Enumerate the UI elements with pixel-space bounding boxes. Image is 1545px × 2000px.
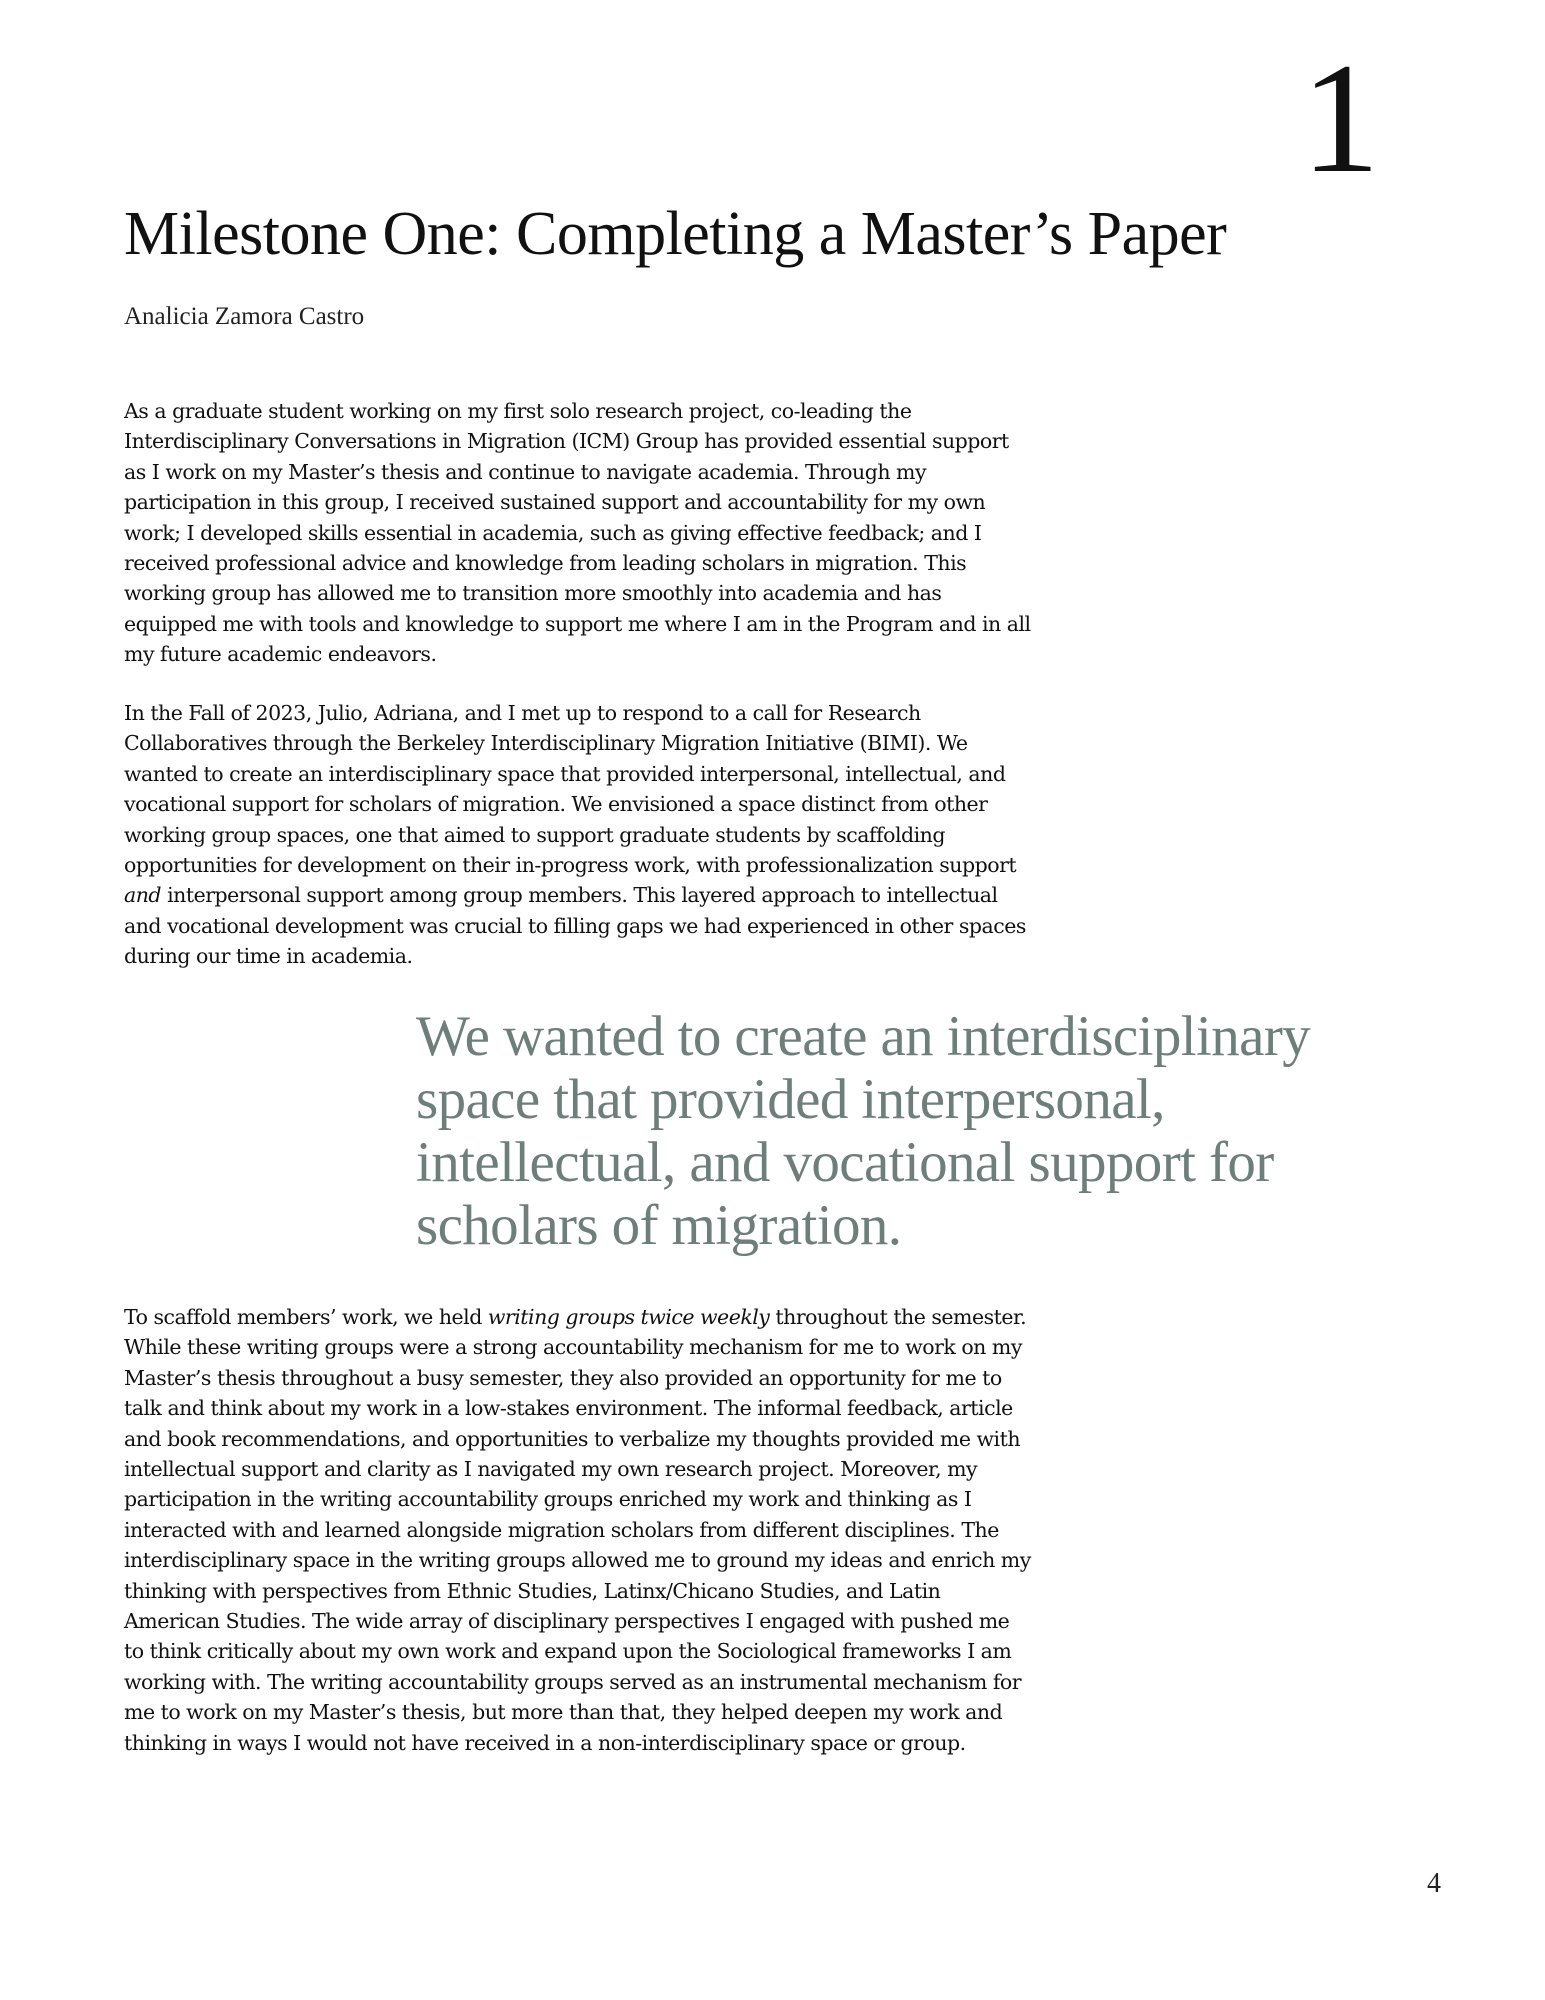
paragraph-3-emphasis: writing groups twice weekly (487, 1305, 770, 1329)
paragraph-3-text-end: throughout the semester. While these writing groups were a strong accountability mechanism for me to work on my Master’s thesis throughout a busy semester, they also provided an opportunity for me to talk and think about my work in a low-stakes environment. The informal feedback, article and book recommendations, and opportunities to verbalize my thoughts provided me with intellectual support and clarity as I navigated my own research project. Moreover, my participation in the writing accountability groups enriched my work and thinking as I interacted with and learned alongside migration scholars from different disciplines. The interdisciplinary space in the writing groups allowed me to ground my ideas and enrich my thinking with perspectives from Ethnic Studies, Latinx/Chicano Studies, and Latin American Studies. The wide array of disciplinary perspectives I engaged with pushed me to think critically about my own work and expand upon the Sociological frameworks I am working with. The writing accountability groups served as an instrumental mechanism for me to work on my Master’s thesis, but more than that, they helped deepen my work and thinking in ways I would not have received in a non-interdisciplinary space or group. (124, 1305, 1031, 1755)
body-paragraph-1 (124, 396, 1034, 670)
paragraph-2-emphasis: and (124, 883, 162, 908)
paragraph-2-text-end: interpersonal support among group members. This layered approach to intellectual and vocational development was crucial to filling gaps we had experienced in other spaces during our time in academia. (124, 883, 1026, 969)
paragraph-3-text-start: To scaffold members’ work, we held (124, 1305, 488, 1329)
chapter-number: 1 (1301, 31, 1380, 206)
paragraph-2-text-start: In the Fall of 2023, Julio, Adriana, and I met up to respond to a call for Research Collaboratives through the Berkeley Interdisciplinary Migration Initiative (BIMI). We wanted to create an interdisciplinary space that provided interpersonal, intellectual, and vocational support for scholars of migration. We envisioned a space distinct from other working group spaces, one that aimed to support graduate students by scaffolding opportunities for development on their in-progress work, with professionalization support (124, 701, 1017, 878)
paragraph-1-text: As a graduate student working on my first solo research project, co-leading the Interdisciplinary Conversations in Migration (ICM) Group has provided essential support as I work on my Master’s thesis and continue to navigate academia. Through my participation in this group, I received sustained support and accountability for my own work; I developed skills essential in academia, such as giving effective feedback; and I received professional advice and knowledge from leading scholars in migration. This working group has allowed me to transition more smoothly into academia and has equipped me with tools and knowledge to support me where I am in the Program and in all my future academic endeavors. (124, 399, 1031, 667)
author-name: Analicia Zamora Castro (124, 303, 365, 330)
page-title: Milestone One: Completing a Master’s Paper (124, 200, 1227, 268)
body-paragraph-3 (124, 1302, 1034, 1758)
page-number: 4 (1427, 1868, 1441, 1899)
body-paragraph-2 (124, 698, 1034, 972)
pull-quote: We wanted to create an interdisciplinary space that provided interpersonal, intellectual, and vocational support for scholars of migration. (416, 1005, 1311, 1257)
